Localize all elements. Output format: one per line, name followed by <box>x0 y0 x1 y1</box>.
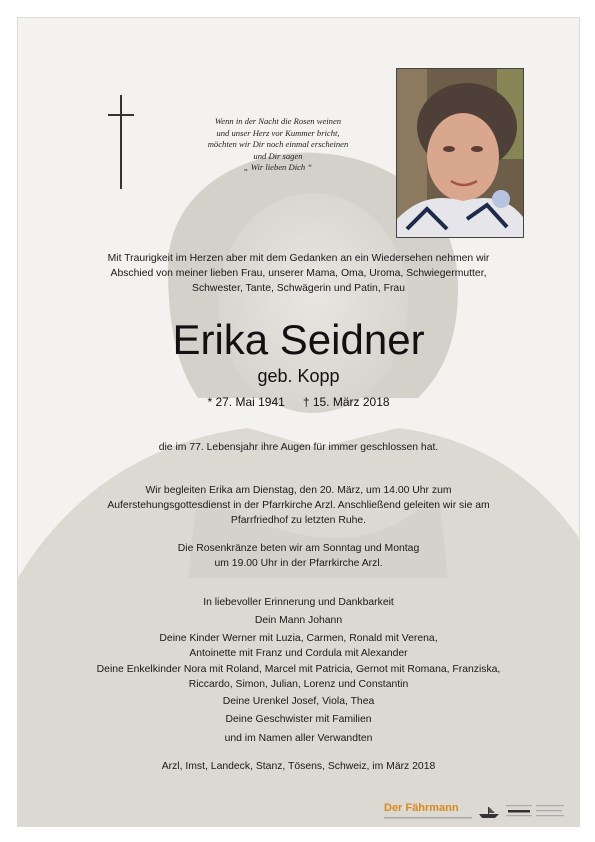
mourners-line: Deine Enkelkinder Nora mit Roland, Marcel mit Patricia, Gernot mit Romana, Franziska, <box>96 664 501 676</box>
rosary-details <box>38 542 559 572</box>
logo-name: Der Fährmann <box>384 802 459 814</box>
deceased-name: Erika Seidner <box>172 316 425 363</box>
mourners-line: Antoinette mit Franz und Cordula mit Alexander <box>189 647 408 659</box>
poem-line: Wenn in der Nacht die Rosen weinen <box>214 116 342 126</box>
age-statement <box>38 441 559 456</box>
poem-line: möchten wir Dir noch einmal erscheinen <box>207 139 349 150</box>
mourners-line: Riccardo, Simon, Julian, Lorenz und Constantin <box>188 679 409 691</box>
poem-line: und unser Herz vor Kummer bricht, <box>216 127 340 138</box>
mourners-line: In liebevoller Erinnerung und Dankbarkeit <box>203 597 394 608</box>
funeral-line: Auferstehungsgottesdienst in der Pfarrkirche Arzl. Anschließend geleiten wir sie am <box>107 499 490 511</box>
rosary-line: um 19.00 Uhr in der Pfarrkirche Arzl. <box>214 557 383 569</box>
funeral-line: Pfarrfriedhof zu letzten Ruhe. <box>230 514 367 526</box>
death-date: † 15. März 2018 <box>302 395 390 409</box>
mourners-line: Dein Mann Johann <box>254 615 343 627</box>
age-line: die im 77. Lebensjahr ihre Augen für immer geschlossen hat. <box>158 442 439 453</box>
mourners-list <box>38 594 559 748</box>
life-dates <box>18 394 579 410</box>
poem-line: „ Wir lieben Dich “ <box>243 162 313 173</box>
logo-contact <box>506 804 566 819</box>
funeral-home-logo <box>384 802 574 824</box>
funeral-details <box>38 484 559 528</box>
mourners-line: Deine Urenkel Josef, Viola, Thea <box>222 696 375 707</box>
logo-tagline <box>384 816 474 821</box>
intro-line: Mit Traurigkeit im Herzen aber mit dem Gedanken an ein Wiedersehen nehmen wir <box>107 253 490 264</box>
funeral-line: Wir begleiten Erika am Dienstag, den 20. März, um 14.00 Uhr zum <box>145 485 452 496</box>
maiden-name: geb. Kopp <box>257 366 340 386</box>
intro-text <box>58 252 539 296</box>
intro-line: Schwester, Tante, Schwägerin und Patin, Frau <box>192 282 405 294</box>
intro-line: Abschied von meiner lieben Frau, unserer Mama, Oma, Uroma, Schwiegermutter, <box>110 267 487 279</box>
memorial-poem <box>173 116 383 174</box>
mourners-line: und im Namen aller Verwandten <box>224 732 373 744</box>
birth-date: * 27. Mai 1941 <box>207 395 285 409</box>
poem-line: und Dir sagen <box>253 150 303 161</box>
boat-icon <box>478 805 500 819</box>
deceased-photo <box>396 68 524 238</box>
closing-line: Arzl, Imst, Landeck, Stanz, Tösens, Schweiz, im März 2018 <box>161 761 436 772</box>
cross-icon <box>108 95 134 189</box>
rosary-line: Die Rosenkränze beten wir am Sonntag und Montag <box>177 543 420 554</box>
obituary-card <box>17 17 580 827</box>
mourners-line: Deine Geschwister mit Familien <box>225 714 372 726</box>
mourners-line: Deine Kinder Werner mit Luzia, Carmen, Ronald mit Verena, <box>159 632 438 644</box>
